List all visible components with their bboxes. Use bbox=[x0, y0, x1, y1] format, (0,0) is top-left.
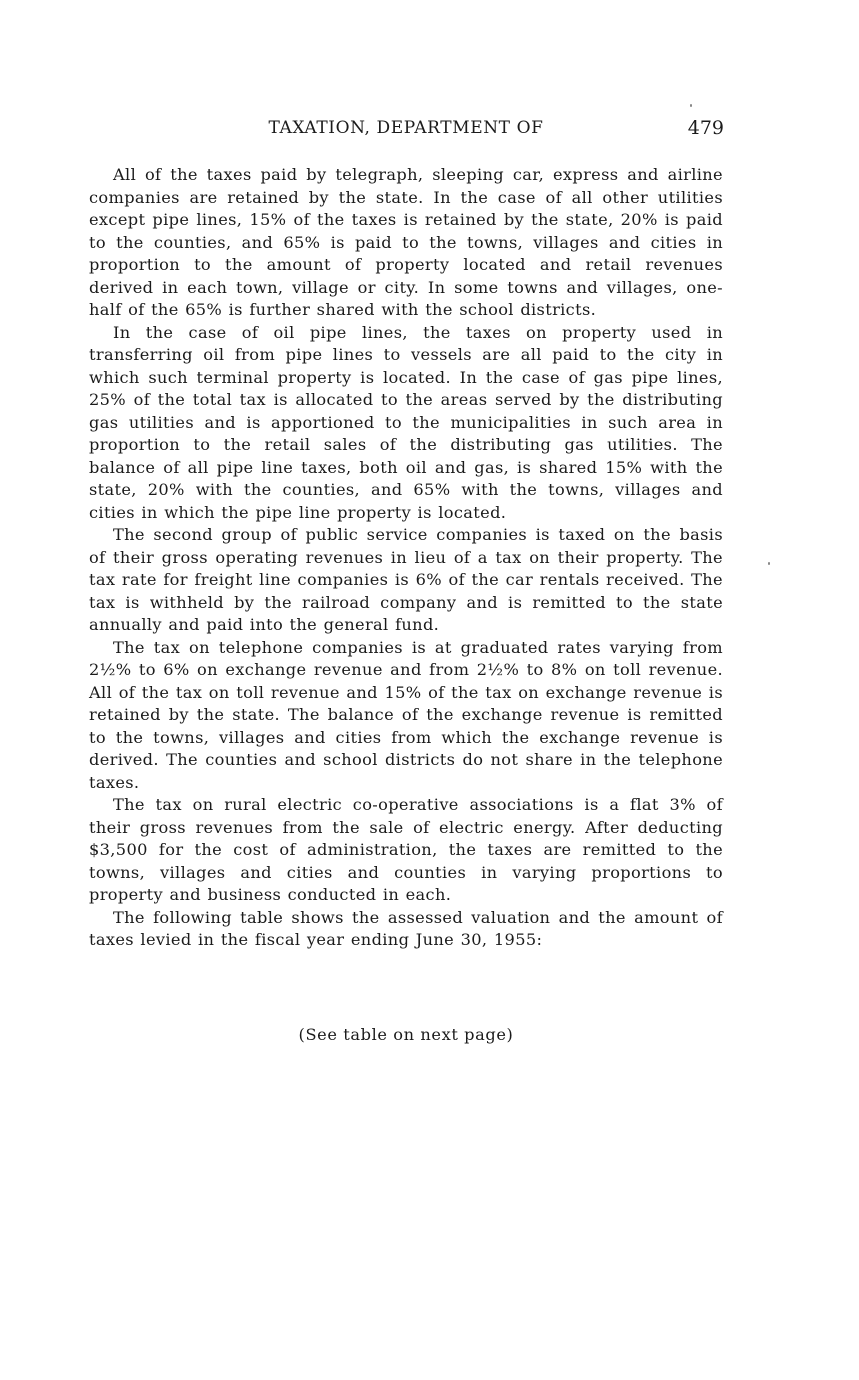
paragraph-pipe-line-taxes: In the case of oil pipe lines, the taxes on property used in transferring oil from pipe lines to vessels are all paid to the city in which such terminal property is located. In the case of gas pipe lines, 25% of the total tax is allocated to the areas served by the distributing gas utilities and is apportioned to the municipalities in such area in proportion to the retail sales of the distributing gas utilities. The balance of all pipe line taxes, both oil and gas, is shared 15% with the state, 20% with the counties, and 65% with the towns, villages and cities in which the pipe line property is located. bbox=[89, 322, 723, 522]
paragraph-utility-tax-distribution: All of the taxes paid by telegraph, sleeping car, express and airline companies are retained by the state. In the case of all other utilities except pipe lines, 15% of the taxes is retained by the state, 20% is paid to the counties, and 65% is paid to the towns, villages and cities in proportion to the amount of property located and retail revenues derived in each town, village or city. In some towns and villages, one-half of the 65% is further shared with the school districts. bbox=[89, 165, 723, 319]
page-title: TAXATION, DEPARTMENT OF bbox=[268, 118, 544, 138]
body-text bbox=[89, 164, 723, 952]
paragraph-rural-electric-tax: The tax on rural electric co-operative associations is a flat 3% of their gross revenues from the sale of electric energy. After deducting $3,500 for the cost of administration, the taxes are remitted to the towns, villages and cities and counties in varying proportions to property and business conducted in each. bbox=[89, 795, 723, 904]
scan-speck bbox=[690, 104, 692, 107]
running-header bbox=[88, 116, 724, 142]
paragraph-gross-revenue-tax: The second group of public service companies is taxed on the basis of their gross operating revenues in lieu of a tax on their property. The tax rate for freight line companies is 6% of the car rentals received. The tax is withheld by the railroad company and is remitted to the state annually and paid into the general fund. bbox=[89, 525, 723, 634]
paragraph-table-intro: The following table shows the assessed valuation and the amount of taxes levied in the fiscal year ending June 30, 1955: bbox=[89, 907, 723, 949]
page-number: 479 bbox=[687, 117, 724, 139]
table-reference-note: (See table on next page) bbox=[298, 1025, 514, 1044]
paragraph-telephone-tax: The tax on telephone companies is at graduated rates varying from 2½% to 6% on exchange revenue and from 2½% to 8% on toll revenue. All of the tax on toll revenue and 15% of the tax on exchange revenue is retained by the state. The balance of the exchange revenue is remitted to the towns, villages and cities from which the exchange revenue is derived. The counties and school districts do not share in the telephone taxes. bbox=[89, 637, 723, 792]
scan-speck bbox=[768, 562, 770, 565]
